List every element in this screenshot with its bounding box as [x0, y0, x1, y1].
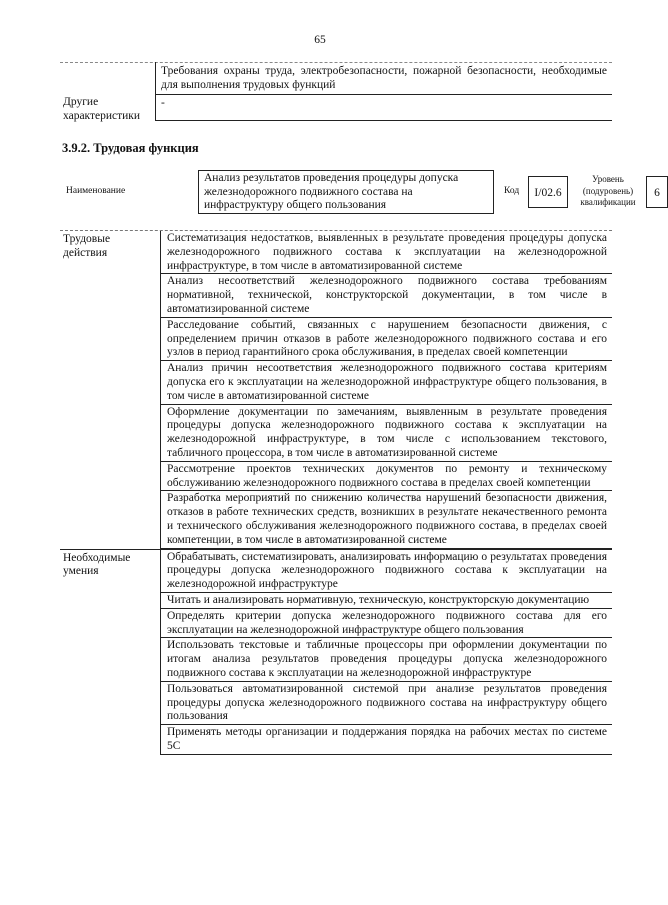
- top-table-row: [60, 95, 612, 125]
- top-row-label: [60, 62, 155, 95]
- list-item: Анализ причин несоответствия железнодорожного подвижного состава критериям допуска его к эксплуатации на железнодорожной инфраструктуре общего пользования, в том числе в автоматизированной системе: [161, 361, 612, 404]
- group-required-skills: [60, 549, 612, 755]
- top-row-value: Требования охраны труда, электробезопасности, пожарной безопасности, необходимые для выполнения трудовых функций: [155, 62, 612, 95]
- competency-table: [60, 230, 612, 755]
- list-item: Обрабатывать, систематизировать, анализировать информацию о результатах проведения процедуры допуска железнодорожного подвижного состава к эксплуатации на железнодорожной инфраструктуре: [161, 550, 612, 593]
- list-item: Пользоваться автоматизированной системой при анализе результатов проведения процедуры допуска железнодорожного подвижного состава на инфраструктуру общего пользования: [161, 682, 612, 725]
- code-label: Код: [504, 186, 520, 196]
- name-label: Наименование: [66, 186, 126, 196]
- top-row-value: -: [155, 95, 612, 121]
- list-item: Систематизация недостатков, выявленных в результате проведения процедуры допуска железнодорожного подвижного состава к эксплуатации на железнодорожной инфраструктуре, в том числе в автоматизированной системе: [161, 231, 612, 274]
- function-code: I/02.6: [528, 176, 568, 208]
- group-items: [160, 550, 612, 755]
- list-item: Определять критерии допуска железнодорожного подвижного состава для его эксплуатации на железнодорожной инфраструктуре общего пользования: [161, 609, 612, 639]
- function-header: [60, 168, 660, 218]
- top-row-label: Другие характеристики: [63, 96, 141, 122]
- group-label: Необходимые умения: [63, 551, 131, 578]
- list-item: Анализ несоответствий железнодорожного подвижного состава требованиям нормативной, технической, конструкторской документации, в том числе в автоматизированной системе: [161, 274, 612, 317]
- list-item: Расследование событий, связанных с нарушением безопасности движения, с определением причин отказов в работе железнодорожного подвижного состава и его узлов в период гарантийного срока обслуживания, в пределах своей компетенции: [161, 318, 612, 361]
- list-item: Разработка мероприятий по снижению количества нарушений безопасности движения, отказов в работе технических средств, возникших в результате некачественного ремонта и технического обслуживания железнодорожного подвижного состава, в пределах своей компетенции, в том числе в автоматизированной системе: [161, 491, 612, 548]
- list-item: Оформление документации по замечаниям, выявленным в результате проведения процедуры допуска железнодорожного подвижного состава к эксплуатации на железнодорожной инфраструктуре, в том числе с использованием текстового, табличного процессора, в том числе в автоматизированной системе: [161, 405, 612, 462]
- page-number: 65: [314, 34, 326, 46]
- group-labor-actions: [60, 231, 612, 549]
- section-title: 3.9.2. Трудовая функция: [62, 141, 199, 155]
- qualification-level: 6: [646, 176, 668, 208]
- list-item: Читать и анализировать нормативную, техническую, конструкторскую документацию: [161, 593, 612, 609]
- group-label: Трудовые действия: [63, 233, 111, 259]
- list-item: Рассмотрение проектов технических документов по ремонту и техническому обслуживанию железнодорожного подвижного состава в пределах своей компетенции: [161, 462, 612, 492]
- list-item: Использовать текстовые и табличные процессоры при оформлении документации по итогам анализа результатов проведения процедуры допуска железнодорожного подвижного состава к эксплуатации на железнодорожной инфраструктуре: [161, 638, 612, 681]
- function-name: Анализ результатов проведения процедуры допуска железнодорожного подвижного состава на инфраструктуру общего пользования: [198, 170, 494, 214]
- group-items: [160, 231, 612, 549]
- top-table-row: [60, 62, 612, 95]
- level-label: Уровень (подуровень) квалификации: [580, 174, 636, 207]
- list-item: Применять методы организации и поддержания порядка на рабочих местах по системе 5С: [161, 725, 612, 755]
- top-table: [60, 62, 612, 125]
